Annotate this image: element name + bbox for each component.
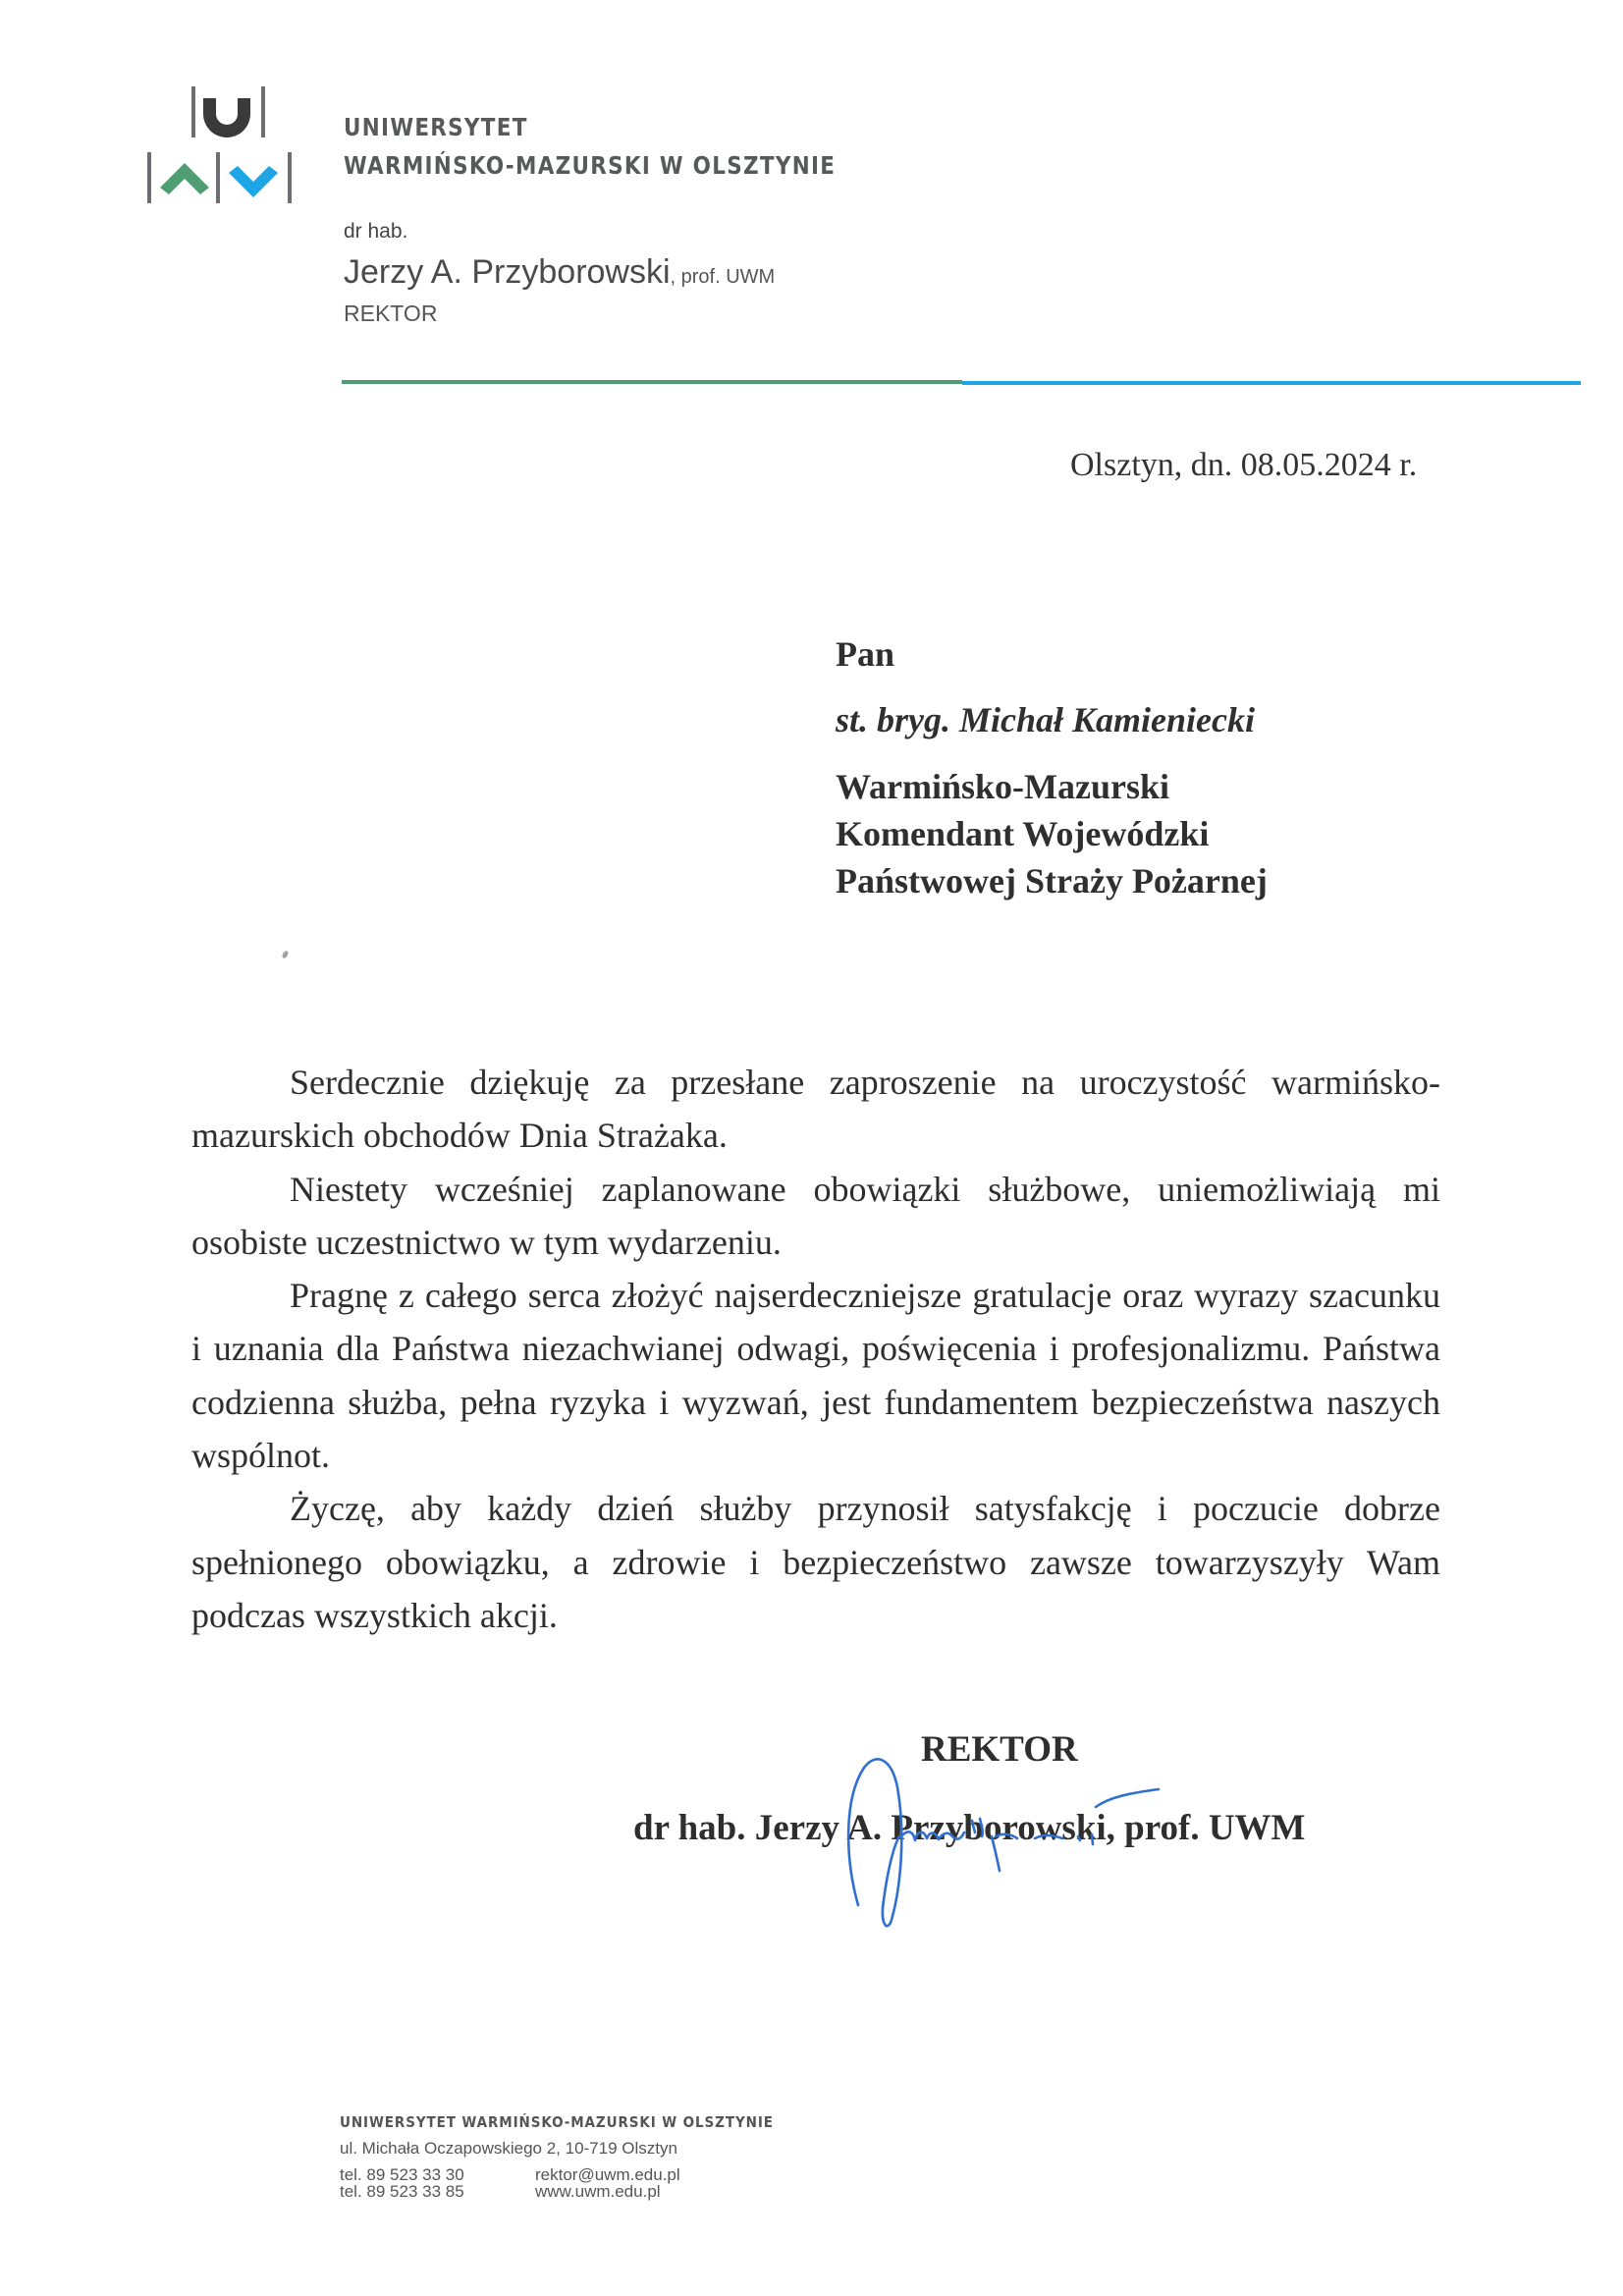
uwm-logo — [145, 84, 298, 206]
date-line: Olsztyn, dn. 08.05.2024 r. — [1070, 447, 1418, 483]
handwritten-signature — [815, 1738, 1188, 1935]
footer-address: ul. Michała Oczapowskiego 2, 10-719 Olsztyn — [340, 2139, 677, 2158]
header-rule-blue — [962, 381, 1581, 385]
author-name-line — [344, 253, 775, 292]
footer-website[interactable]: www.uwm.edu.pl — [535, 2182, 661, 2201]
body-paragraph: Niestety wcześniej zaplanowane obowiązki służbowe, uniemożliwiają mi osobiste uczestnictwo w tym wydarzeniu. — [191, 1169, 1440, 1262]
addressee-role-line3: Państwowej Straży Pożarnej — [836, 861, 1268, 901]
body-paragraph: Serdecznie dziękuję za przesłane zaproszenie na uroczystość warmińsko-mazurskich obchodów Dnia Strażaka. — [191, 1063, 1440, 1156]
author-position: REKTOR — [344, 301, 438, 326]
addressee-salutation: Pan — [836, 634, 895, 674]
footer-email[interactable]: rektor@uwm.edu.pl — [535, 2165, 680, 2184]
signature-title: REKTOR — [921, 1729, 1078, 1770]
addressee-role-line2: Komendant Wojewódzki — [836, 814, 1210, 853]
footer-phone-2: tel. 89 523 33 85 — [340, 2182, 464, 2201]
author-suffix: , prof. UWM — [670, 266, 776, 288]
addressee-role-line1: Warmińsko-Mazurski — [836, 767, 1170, 806]
addressee-name: st. bryg. Michał Kamieniecki — [836, 700, 1255, 739]
author-name: Jerzy A. Przyborowski — [344, 253, 671, 291]
body-paragraph: Pragnę z całego serca złożyć najserdeczniejsze gratulacje oraz wyrazy szacunku i uznania dla Państwa niezachwianej odwagi, poświęcenia i profesjonalizmu. Państwa codzienna służba, pełna ryzyka i wyzwań, jest fundamentem bezpieczeństwa naszych wspólnot. — [191, 1276, 1440, 1476]
footer-institution: UNIWERSYTET WARMIŃSKO-MAZURSKI W OLSZTYNIE — [340, 2113, 774, 2131]
university-name-line2: WARMIŃSKO-MAZURSKI W OLSZTYNIE — [344, 151, 837, 180]
letter-body — [191, 1056, 1440, 1642]
university-name-line1: UNIWERSYTET — [344, 113, 528, 141]
body-paragraph: Życzę, aby każdy dzień służby przynosił satysfakcję i poczucie dobrze spełnionego obowiązku, a zdrowie i bezpieczeństwo zawsze towarzyszyły Wam podczas wszystkich akcji. — [191, 1489, 1440, 1635]
scan-speck — [281, 950, 289, 958]
author-title-prefix: dr hab. — [344, 220, 408, 243]
header-rule-green — [342, 380, 962, 384]
footer-phone-1: tel. 89 523 33 30 — [340, 2165, 464, 2184]
signature-name: dr hab. Jerzy A. Przyborowski, prof. UWM — [633, 1808, 1306, 1848]
